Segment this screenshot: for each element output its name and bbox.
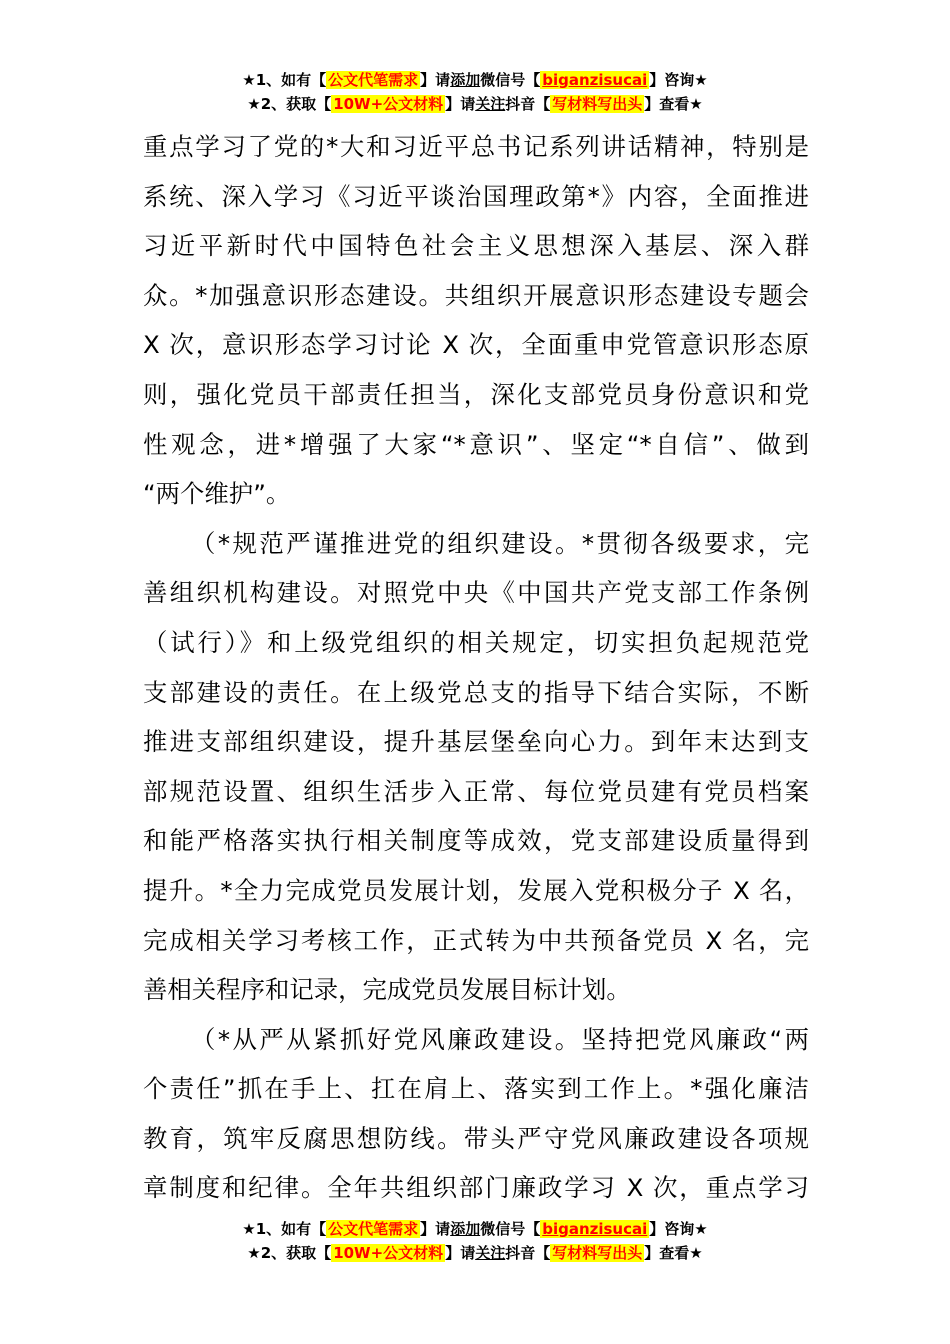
header-promo-line-1: ★1、如有【 公文代笔需求 】请添加微信号【 biganzisucai 】咨询★ (242, 71, 708, 89)
footer-promo-line-1: ★1、如有【 公文代笔需求 】请添加微信号【 biganzisucai 】咨询★ (242, 1220, 708, 1238)
body-line: 善组织机构建设。对照党中央《中国共产党支部工作条例 (143, 578, 809, 608)
footer-tag-ghostwriting: 公文代笔需求 (328, 1220, 419, 1238)
footer-wechat-id: biganzisucai (542, 1220, 648, 1238)
body-line: 教育，筑牢反腐思想防线。带头严守党风廉政建设各项规 (143, 1123, 809, 1153)
body-line: 善相关程序和记录，完成党员发展目标计划。 (143, 975, 631, 1005)
body-line: （试行）》和上级党组织的相关规定，切实担负起规范党 (143, 627, 809, 657)
body-line: 个责任”抓在手上、扛在肩上、落实到工作上。*强化廉洁 (143, 1074, 809, 1104)
body-line: 则，强化党员干部责任担当，深化支部党员身份意识和党 (143, 379, 809, 409)
body-line: 提升。*全力完成党员发展计划，发展入党积极分子 X 名， (143, 875, 809, 905)
paragraph-start-line: （*从严从紧抓好党风廉政建设。坚持把党风廉政“两 (191, 1024, 809, 1054)
body-line: X 次，意识形态学习讨论 X 次，全面重申党管意识形态原 (143, 330, 809, 360)
body-line: 众。*加强意识形态建设。共组织开展意识形态建设专题会 (143, 280, 809, 310)
header-tag-materials: 10W+公文材料 (333, 95, 444, 113)
body-line: 重点学习了党的*大和习近平总书记系列讲话精神，特别是 (143, 132, 809, 161)
paragraph-start-line: （*规范严谨推进党的组织建设。*贯彻各级要求，完 (191, 528, 809, 558)
body-line: 习近平新时代中国特色社会主义思想深入基层、深入群 (143, 231, 809, 261)
body-line: 完成相关学习考核工作，正式转为中共预备党员 X 名，完 (143, 925, 809, 955)
footer-douyin-account: 写材料写出头 (552, 1244, 643, 1262)
footer-promo-line-2: ★2、获取【 10W+公文材料 】请关注抖音【 写材料写出头 】查看★ (247, 1244, 703, 1262)
body-line: “两个维护”。 (143, 479, 291, 509)
document-body (143, 122, 809, 1213)
header-tag-ghostwriting: 公文代笔需求 (328, 71, 419, 89)
header-douyin-account: 写材料写出头 (552, 95, 643, 113)
body-line: 部规范设置、组织生活步入正常、每位党员建有党员档案 (143, 776, 809, 806)
footer-tag-materials: 10W+公文材料 (333, 1244, 444, 1262)
body-line: 章制度和纪律。全年共组织部门廉政学习 X 次，重点学习 (143, 1173, 809, 1203)
body-line: 系统、深入学习《习近平谈治国理政第*》内容，全面推进 (143, 181, 809, 211)
header-promo (0, 68, 950, 116)
body-line: 和能严格落实执行相关制度等成效，党支部建设质量得到 (143, 826, 809, 856)
body-line: 支部建设的责任。在上级党总支的指导下结合实际，不断 (143, 677, 809, 707)
footer-promo (0, 1217, 950, 1265)
header-wechat-id: biganzisucai (542, 71, 648, 89)
body-line: 推进支部组织建设，提升基层堡垒向心力。到年末达到支 (143, 727, 809, 757)
body-line: 性观念，进*增强了大家“*意识”、坚定“*自信”、做到 (143, 429, 809, 459)
header-promo-line-2: ★2、获取【 10W+公文材料 】请关注抖音【 写材料写出头 】查看★ (247, 95, 703, 113)
